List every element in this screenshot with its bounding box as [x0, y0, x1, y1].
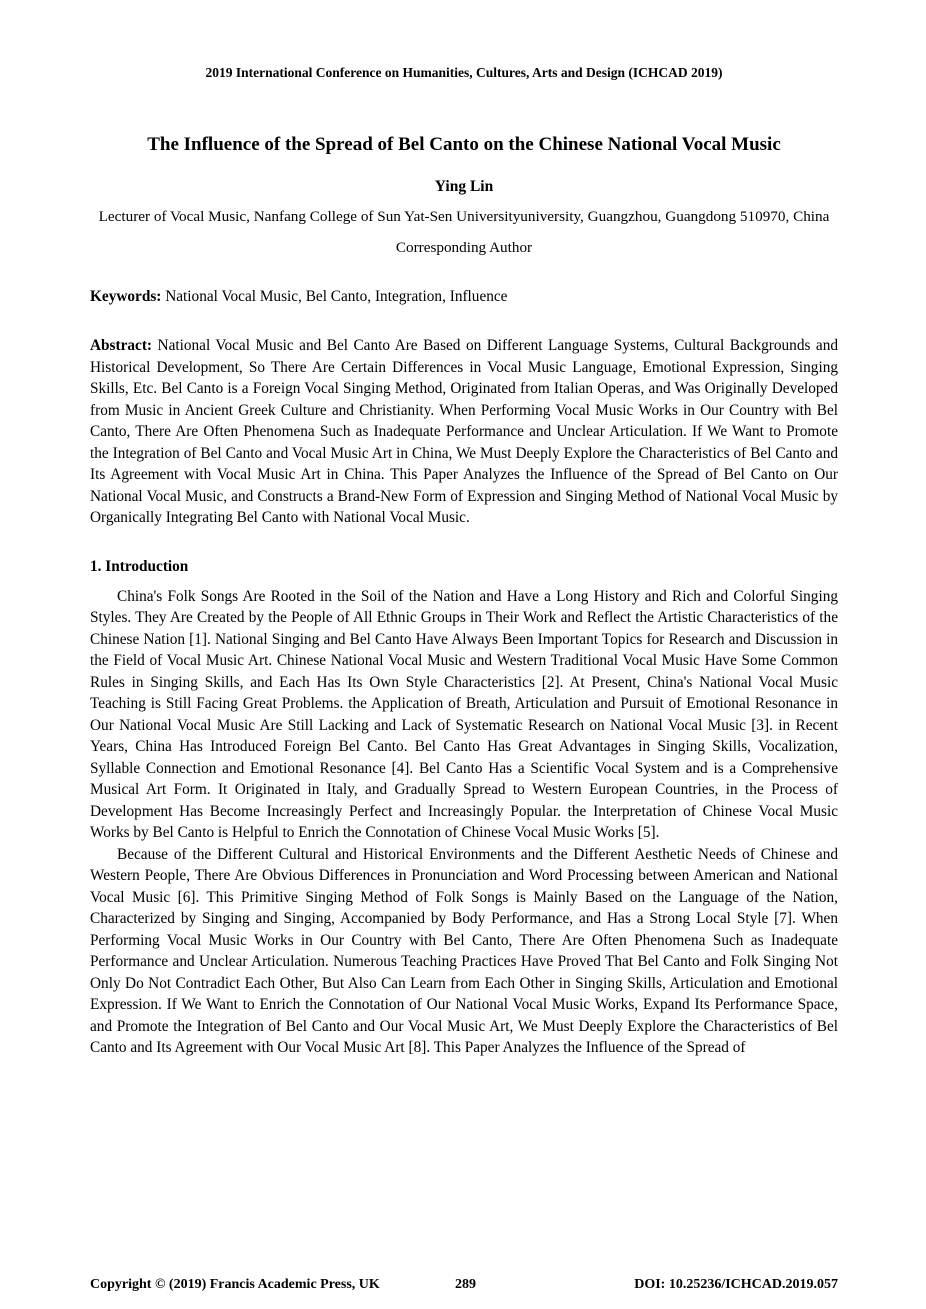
- abstract-label: Abstract:: [90, 337, 153, 354]
- paper-title: The Influence of the Spread of Bel Canto on the Chinese National Vocal Music: [147, 134, 781, 155]
- keywords-line: [90, 286, 838, 308]
- author-name: Ying Lin: [434, 178, 494, 195]
- footer-copyright: Copyright © (2019) Francis Academic Press, UK: [90, 1277, 380, 1292]
- footer-page-number: 289: [455, 1277, 476, 1292]
- footer-doi: DOI: 10.25236/ICHCAD.2019.057: [634, 1277, 838, 1292]
- conference-header: 2019 International Conference on Humanities, Cultures, Arts and Design (ICHCAD 2019): [205, 65, 723, 80]
- introduction-paragraph-1: China's Folk Songs Are Rooted in the Soil of the Nation and Have a Long History and Rich and Colorful Singing Styles. They Are Created by the People of All Ethnic Groups in Their Work and Reflect the Artistic Characteristics of the Chinese Nation [1]. National Singing and Bel Canto Have Always Been Important Topics for Research and Discussion in the Field of Vocal Music Art. Chinese National Vocal Music and Western Traditional Vocal Music Have Some Common Rules in Singing Skills, and Each Has Its Own Style Characteristics [2]. At Present, China's National Vocal Music Teaching is Still Facing Great Problems. the Application of Breath, Articulation and Pursuit of Emotional Resonance in Our National Vocal Music Are Still Lacking and Lack of Systematic Research on National Vocal Music [3]. in Recent Years, China Has Introduced Foreign Bel Canto. Bel Canto Has Great Advantages in Singing Skills, Vocalization, Syllable Connection and Emotional Resonance [4]. Bel Canto Has a Scientific Vocal System and is a Comprehensive Musical Art Form. It Originated in Italy, and Gradually Spread to Western European Countries, in the Process of Development Has Become Increasingly Perfect and Increasingly Popular. the Interpretation of Chinese Vocal Music Works by Bel Canto is Helpful to Enrich the Connotation of Chinese Vocal Music Works [5].: [90, 587, 838, 841]
- introduction-paragraph-2: Because of the Different Cultural and Historical Environments and the Different Aesthetic Needs of Chinese and Western People, There Are Obvious Differences in Pronunciation and Word Processing between American and National Vocal Music [6]. This Primitive Singing Method of Folk Songs is Mainly Based on the Language of the Nation, Characterized by Singing and Singing, Accompanied by Body Performance, and Has a Strong Local Style [7]. When Performing Vocal Music Works in Our Country with Bel Canto, There Are Often Phenomena Such as Inadequate Performance and Unclear Articulation. Numerous Teaching Practices Have Proved That Bel Canto and Folk Singing Not Only Do Not Contradict Each Other, But Also Can Learn from Each Other in Singing Skills, Articulation and Emotional Expression. If We Want to Enrich the Connotation of Our National Vocal Music Works, Expand Its Performance Space, and Promote the Integration of Bel Canto and Our Vocal Music Art, We Must Deeply Explore the Characteristics of Bel Canto and Its Agreement with Our Vocal Music Art [8]. This Paper Analyzes the Influence of the Spread of: [90, 845, 838, 1056]
- corresponding-author-note: Corresponding Author: [395, 238, 533, 256]
- abstract-block: [90, 335, 838, 529]
- author-affiliation: Lecturer of Vocal Music, Nanfang College of Sun Yat-Sen Universityuniversity, Guangzhou, Guangdong 510970, China: [98, 208, 830, 225]
- keywords-text: National Vocal Music, Bel Canto, Integration, Influence: [165, 287, 508, 305]
- abstract-text: National Vocal Music and Bel Canto Are Based on Different Language Systems, Cultural Backgrounds and Historical Development, So There Are Certain Differences in Vocal Music Language, Emotional Expression, Singing Skills, Etc. Bel Canto is a Foreign Vocal Singing Method, Originated from Italian Operas, and Was Originally Developed from Music in Ancient Greek Culture and Christianity. When Performing Vocal Music Works in Our Country with Bel Canto, There Are Often Phenomena Such as Inadequate Performance and Unclear Articulation. If We Want to Promote the Integration of Bel Canto and Vocal Music Art in China, We Must Deeply Explore the Characteristics of Bel Canto and Its Agreement with Vocal Music Art in China. This Paper Analyzes the Influence of the Spread of Bel Canto on Our National Vocal Music, and Constructs a Brand-New Form of Expression and Singing Method of National Vocal Music by Organically Integrating Bel Canto with National Vocal Music.: [90, 337, 839, 526]
- section-heading-introduction: 1. Introduction: [90, 557, 189, 575]
- keywords-label: Keywords:: [90, 287, 162, 305]
